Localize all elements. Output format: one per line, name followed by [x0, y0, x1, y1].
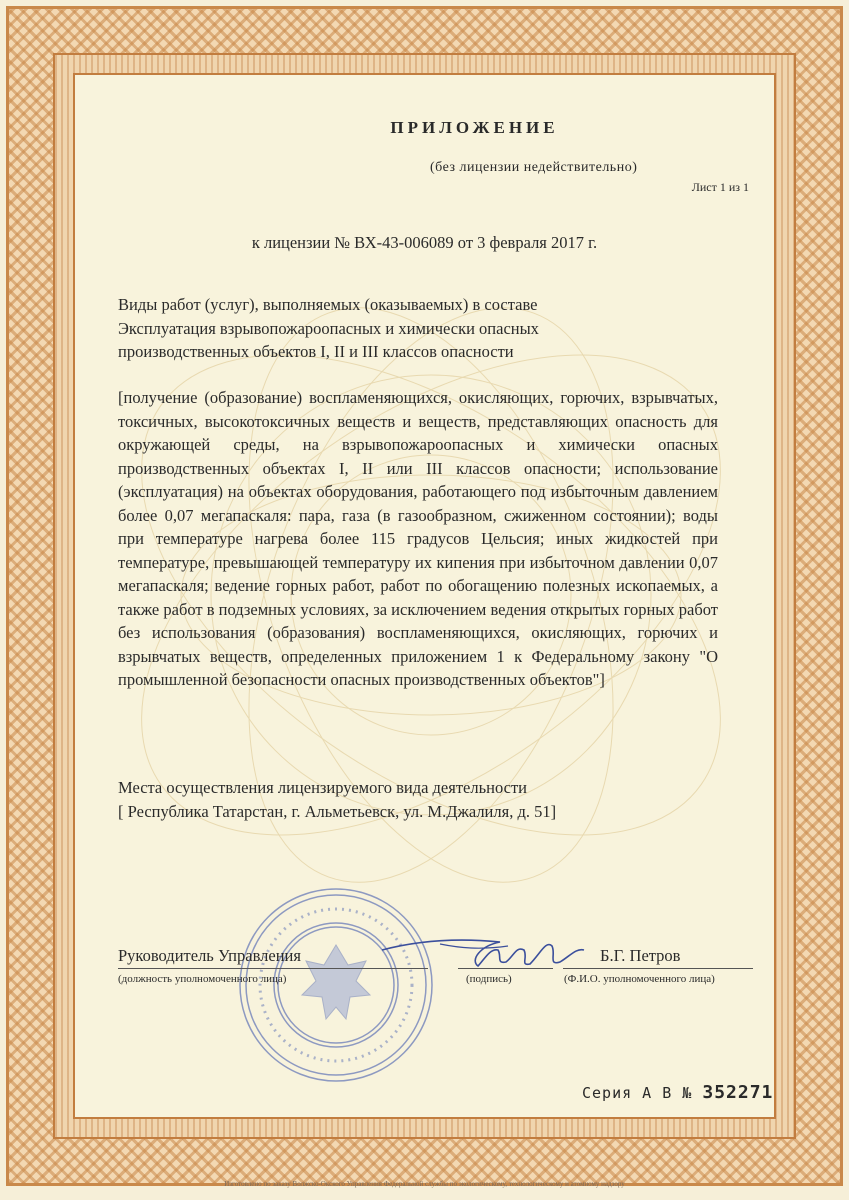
- caption-name: (Ф.И.О. уполномоченного лица): [564, 973, 715, 985]
- signature-block: [118, 946, 758, 992]
- caption-signature: (подпись): [466, 973, 512, 985]
- signature-underline: [458, 968, 553, 969]
- signatory-position: Руководитель Управления: [118, 946, 301, 965]
- name-underline: [563, 968, 753, 969]
- works-intro: [118, 293, 718, 364]
- places-label: Места осуществления лицензируемого вида деятельности: [118, 778, 527, 797]
- document-title: ПРИЛОЖЕНИЕ: [390, 118, 559, 137]
- works-intro-line: Виды работ (услуг), выполняемых (оказываемых) в составе: [118, 295, 538, 314]
- document-subtitle: (без лицензии недействительно): [430, 160, 638, 175]
- works-details: [получение (образование) воспламеняющихся, окисляющих, горючих, взрывчатых, токсичных, высокотоксичных веществ и веществ, представляющих опасность для окружающей среды, на взрывопожароопасных и химически опасных производственных объектах I, II или III классов опасности; использование (эксплуатация) на объектах оборудования, работающего под избыточным давлением более 0,07 мегапаскаля: пара, газа (в газообразном, сжиженном состоянии); воды при температуре нагрева более 115 градусов Цельсия; иных жидкостей при температуре, превышающей температуру их кипения при избыточном давлении 0,07 мегапаскаля; ведение горных работ, работ по обогащению полезных ископаемых, а также работ в подземных условиях, за исключением ведения открытых горных работ без использования (образования) воспламеняющихся, окисляющих, горючих и взрывчатых веществ, определенных приложением 1 к Федеральному закону "О промышленной безопасности опасных производственных объектов"]: [118, 388, 718, 689]
- position-underline: [118, 968, 428, 969]
- caption-position: (должность уполномоченного лица): [118, 973, 287, 985]
- places-section: [118, 776, 718, 823]
- serial-label: Серия А В №: [582, 1084, 693, 1102]
- license-reference: к лицензии № ВХ-43-006089 от 3 февраля 2017 г.: [251, 233, 598, 252]
- places-value: [ Республика Татарстан, г. Альметьевск, ул. М.Джалиля, д. 51]: [118, 801, 557, 821]
- serial-value: 352271: [702, 1082, 774, 1103]
- signatory-name: Б.Г. Петров: [600, 946, 681, 965]
- works-intro-line: производственных объектов I, II и III классов опасности: [118, 342, 514, 361]
- serial-number: [582, 1082, 773, 1103]
- works-intro-line: Эксплуатация взрывопожароопасных и химически опасных: [118, 318, 539, 338]
- print-footer: Изготовлено по заказу Волжско-Окского Управления Федеральной службы по экологическому, технологическому и атомному надзору: [224, 1180, 625, 1188]
- sheet-number: Лист 1 из 1: [691, 180, 749, 194]
